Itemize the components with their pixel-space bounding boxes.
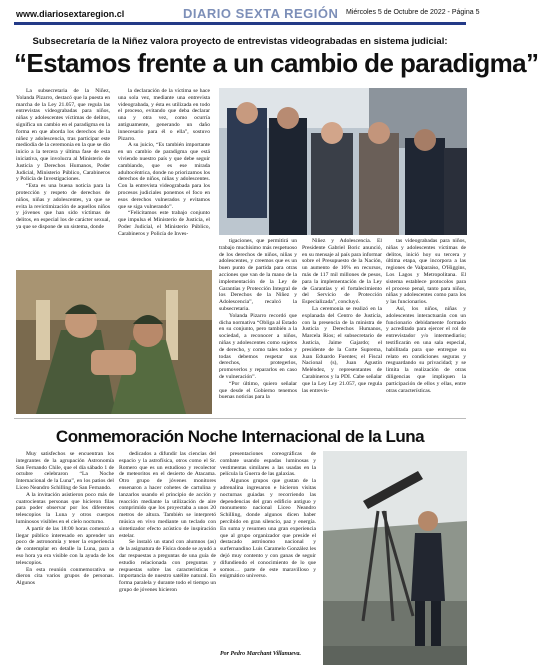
paragraph: Así, los niños, niñas y adolescentes interactuarán con un funcionario debidamente formado y acreditado para ejercer el rol de entrevistador y/o intermediario; testificarán en una sala especial, habilitada para que entregue su relato en condiciones seguras y resguardando su privacidad; y se limita la realización de otras diligencias que impliquen la participación de ellos y ellas, entre otras características.	[386, 305, 466, 394]
carabineros-photo	[16, 270, 212, 414]
article1-column1	[16, 88, 110, 266]
article2-headline: Conmemoración Noche Internacional de la Luna	[55, 427, 425, 446]
paragraph: “Felicitamos este trabajo conjunto que impulsa el Ministerio de Justicia, el Poder Judicial, el Ministerio Público, Carabineros y Policía de Inves-	[118, 210, 210, 237]
paragraph: la declaración de la víctima se hace una sola vez, mediante una entrevista videograbada, y ésta es utilizada en todo el proceso, evitando que deba declarar una y otra vez, como ocurría antiguamente, generando un daño innecesario para él o ella”, sostuvo Pizarro.	[118, 88, 210, 142]
paragraph: A la invitación asistieron poco más de cuatrocientas personas que hicieron filas para poder observar por los diferentes telescopios la Luna y otros cuerpos luminosos visibles en el cielo nocturno.	[16, 491, 114, 525]
header-rule	[14, 22, 466, 25]
paragraph: A su juicio, “Es también importante en un cambio de paradigma que está viviendo nuestro país y que debe seguir cambiando, que es ese mirada adultocéntrica, donde no priorizamos los derechos de niños, niñas y adolescentes. Con la entrevista videograbada para los procesos judiciales ponemos el foco en esos derechos vulnerados y evitamos que se siga vulnerando”.	[118, 142, 210, 210]
article2-byline: Por Pedro Marchant Villanueva.	[220, 651, 302, 657]
article1-column2	[118, 88, 210, 264]
paragraph: “Esta es una buena noticia para la protección y respeto de derechos de niños, niñas y adolescentes, ya que se evita la revictimización de aquellos niños y jóvenes que han sido víctimas de delitos, en especial los de carácter sexual, ya que se dispone de un sistema, donde	[16, 183, 110, 230]
carabineros-photo-image	[16, 270, 212, 414]
paragraph: La subsecretaria de la Niñez, Yolanda Pizarro, destacó que la puesta en marcha de la Ley 21.057, que regula las entrevistas videograbadas para niños, niñas y adolescentes víctimas de delitos, significa un cambio en el paradigma en la forma en que aborda los derechos de la niñez y adolescencia, tras participar este mediodía de la ceremonia en la que se dio inicio a la tercera y última fase de esta iniciativa, que involucra al Ministerio de Justicia y Derechos Humanos, Poder Judicial, Ministerio Público, Carabineros y Policía de Investigaciones.	[16, 88, 110, 183]
paragraph: tigaciones, que permitirá un trabajo muchísimo más respetuoso de los derechos de niños, niñas y adolescentes, y creemos que es un buen punto de partida para otras acciones que van de la mano de la implementación de la Ley de Garantías y Protección Integral de los Derechos de la Niñez y Adolescencia”, recalcó la subsecretaria.	[219, 238, 297, 312]
article1-kicker: Subsecretaría de la Niñez valora proyecto de entrevistas videograbadas en sistema judicial:	[32, 36, 448, 47]
article1-headline: “Estamos frente a un cambio de paradigma”	[14, 48, 538, 78]
article1-column3	[302, 238, 382, 415]
article2-column2	[119, 451, 216, 661]
ceremony-photo	[219, 88, 467, 235]
ceremony-photo-image	[219, 88, 467, 235]
article2-column1	[16, 451, 114, 661]
paragraph: Se instaló un stand con alumnos (as) de la asignatura de Física donde se ayudó a dar respuestas a preguntas de una guía de estudio relacionada con preguntas y respuestas sobre las características e importancia de nuestro satélite natural. En forma paralela y durante todo el tiempo un grupo de jóvenes hicieron	[119, 539, 216, 593]
newspaper-name: DIARIO SEXTA REGIÓN	[183, 6, 339, 21]
edition-date: Miércoles 5 de Octubre de 2022 - Página 5	[346, 9, 480, 16]
paragraph: Muy satisfechos se encuentran los integrantes de la agrupación Astronomía San Fernando Chile, que el día sábado 1 de octubre celebraron “La Noche Internacional de la Luna”, en los patios del Liceo Neandro Schilling de San Fernando.	[16, 451, 114, 491]
website-url[interactable]: www.diariosextaregion.cl	[16, 9, 125, 19]
paragraph: A partir de las 18:00 horas comenzó a llegar público interesado en aprender un poco de astronomía y tener la experiencia de contemplar en detalle la Luna, para a eso hora ya era visible con la ayuda de los telescopios.	[16, 525, 114, 566]
telescope-photo-image	[323, 451, 467, 665]
paragraph: En esta reunión conmemorativa se dieron cita varios grupos de personas. Algunos	[16, 566, 114, 587]
telescope-photo	[323, 451, 467, 665]
paragraph: Niñez y Adolescencia. El Presidente Gabriel Boric anunció, en su mensaje al país para informar sobre el Presupuesto de la Nación, un aumento de 16% en recursos, más de 117 mil millones de pesos, para la implementación de la Ley de Garantías y el fortalecimiento del Servicio de Protección Especializada”, concluyó.	[302, 238, 382, 306]
paragraph: Yolanda Pizarro recordó que dicha normativa “Obliga al Estado en su conjunto, pero también a la sociedad, a reconocer a niños, niñas y adolescentes como sujetos de derecho, y como tales todos y todas debemos respetar sus derechos, protegerlos, promoverlos y repararlos en caso de vulneración”.	[219, 312, 297, 380]
paragraph: La ceremonia se realizó en la explanada del Centro de Justicia, con la presencia de la ministra de Justicia y Derechos Humanos, Marcela Ríos; el subsecretario de Justicia, Jaime Gajardo; el presidente de la Corte Suprema, Juan Eduardo Fuentes; el Fiscal Nacional (s), Juan Agustín Meléndez, y representantes de Carabineros y la PDI. Cabe señalar que la Ley Ley 21.057, que regula las entrevis-	[302, 305, 382, 394]
article1-column4	[386, 238, 466, 415]
paragraph: dedicados a difundir las ciencias del espacio y la astrofísica, otros como el Sr. Romero que es un estudioso y recolector de meteoritos en el desierto de Atacama. Otro grupo de jóvenes monitores ensenaron a hacer cohetes de cartulina y lanzarlos usando el principio de acción y reacción mediante la utilización de aire comprimido que los proyectaba a unos 20 metros de altura. También se interpretó música en vivo mediante un teclado con sintetizador efecto acústico de inspiración estelar.	[119, 451, 216, 539]
paragraph: Algunos grupos que gustan de la adrenalina ingresaron e hicieron visitas nocturnas guiadas y recorriendo las dependencias del gran edificio antiguo y monumento nacional Liceo Neandro Schilling, donde algunos dicen haber percibido en gran silencio, paz y energía. En suma y resumen una gran experiencia que al grupo organizador que preside el destacado astrónomo nacional y surfernandino Luis Caramelo González les dejó muy contento y con ganas de seguir difundiendo el conocimiento de lo que somos… parte de este maravilloso y enigmático universo.	[220, 478, 316, 580]
article2-column3	[220, 451, 316, 647]
paragraph: presentaciones coreográficas de combate usando espadas luminosas y vestimentas similares a las usadas en la película la Guerra de las galaxias.	[220, 451, 316, 478]
article1-column2b	[219, 238, 297, 415]
paragraph: tas videograbadas para niños, niñas y adolescentes víctimas de delitos, inició hoy su tercera y última etapa, que incorpora a las regiones de Valparaíso, O'Higgins, Los Lagos y Metropolitana. El sistema establece protocolos para el proceso penal, tanto para niños, niñas y adolescentes como para los y las funcionarios.	[386, 238, 466, 306]
paragraph: “Por último, quiero señalar que desde el Gobierno tenemos buenas noticias para la	[219, 380, 297, 401]
section-divider	[14, 418, 466, 419]
